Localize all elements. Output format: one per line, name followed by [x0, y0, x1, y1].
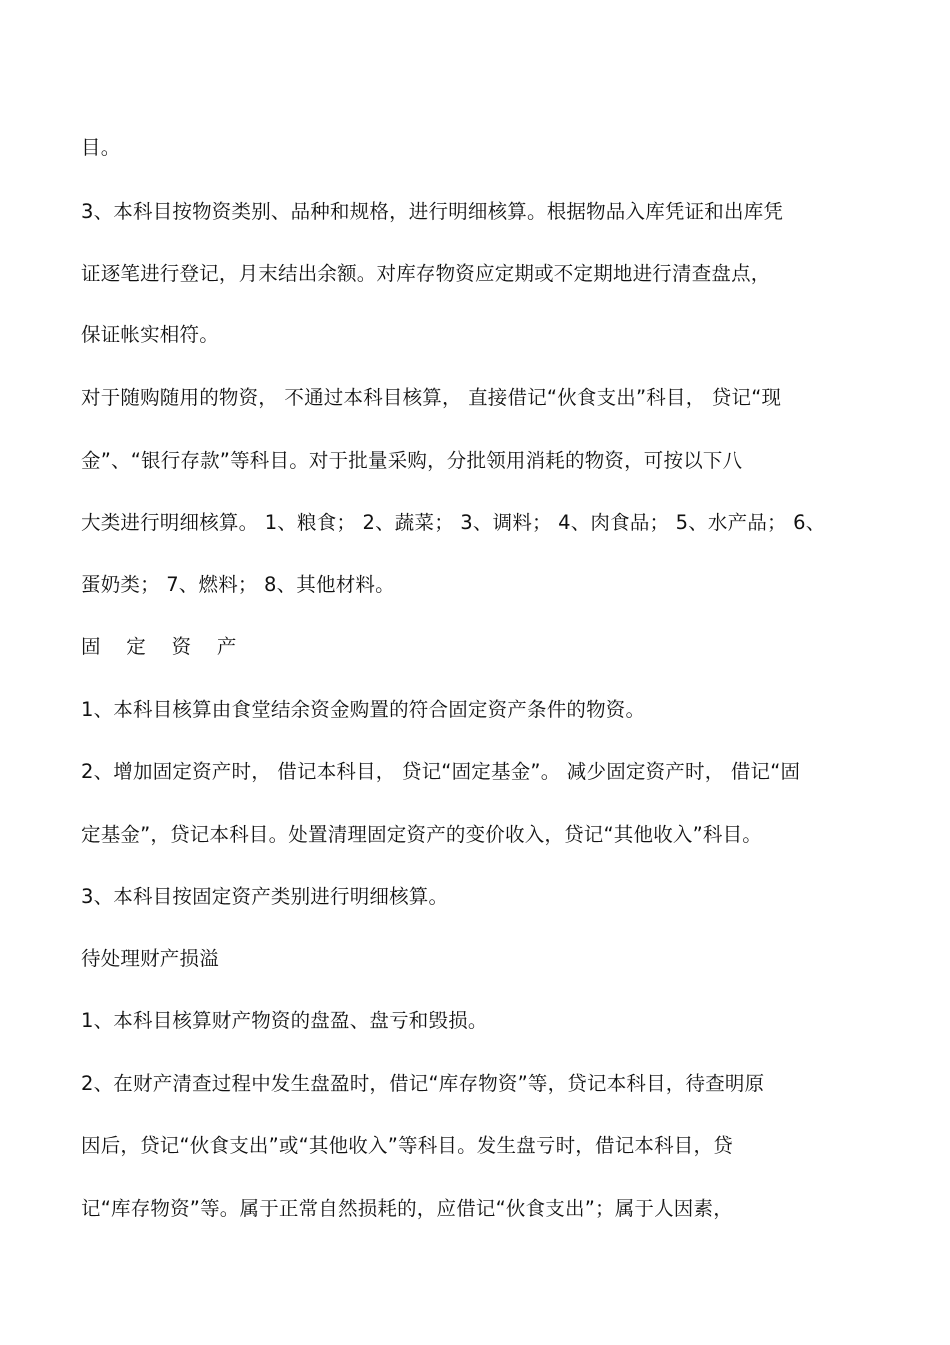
- text-line: 记“库存物资”等。属于正常自然损耗的，应借记“伙食支出”；属于人因素，: [81, 1197, 733, 1220]
- text-line: 2、在财产清查过程中发生盘盈时，借记“库存物资”等，贷记本科目，待查明原: [81, 1072, 765, 1095]
- text-line: 3、本科目按物资类别、品种和规格，进行明细核算。根据物品入库凭证和出库凭: [81, 200, 784, 223]
- section-heading: 固 定 资 产: [81, 635, 237, 658]
- text-line: 金”、“银行存款”等科目。对于批量采购，分批领用消耗的物资，可按以下八: [81, 449, 743, 472]
- text-line: 对于随购随用的物资， 不通过本科目核算， 直接借记“伙食支出”科目， 贷记“现: [81, 386, 782, 409]
- text-line: 2、增加固定资产时， 借记本科目， 贷记“固定基金”。 减少固定资产时， 借记“固: [81, 760, 801, 783]
- text-line: 定基金”，贷记本科目。处置清理固定资产的变价收入，贷记“其他收入”科目。: [81, 823, 763, 846]
- text-line: 大类进行明细核算。 1、粮食； 2、蔬菜； 3、调料； 4、肉食品； 5、水产品； 6、: [81, 511, 826, 534]
- text-line: 蛋奶类； 7、燃料； 8、其他材料。: [81, 573, 395, 596]
- section-heading: 待处理财产损溢: [81, 947, 219, 970]
- text-line: 3、本科目按固定资产类别进行明细核算。: [81, 885, 449, 908]
- text-line: 证逐笔进行登记，月末结出余额。对库存物资应定期或不定期地进行清查盘点，: [81, 262, 771, 285]
- text-line: 因后，贷记“伙食支出”或“其他收入”等科目。发生盘亏时，借记本科目，贷: [81, 1134, 733, 1157]
- text-line: 1、本科目核算由食堂结余资金购置的符合固定资产条件的物资。: [81, 698, 646, 721]
- text-line: 目。: [81, 136, 121, 159]
- text-line: 1、本科目核算财产物资的盘盈、盘亏和毁损。: [81, 1009, 488, 1032]
- text-line: 保证帐实相符。: [81, 323, 219, 346]
